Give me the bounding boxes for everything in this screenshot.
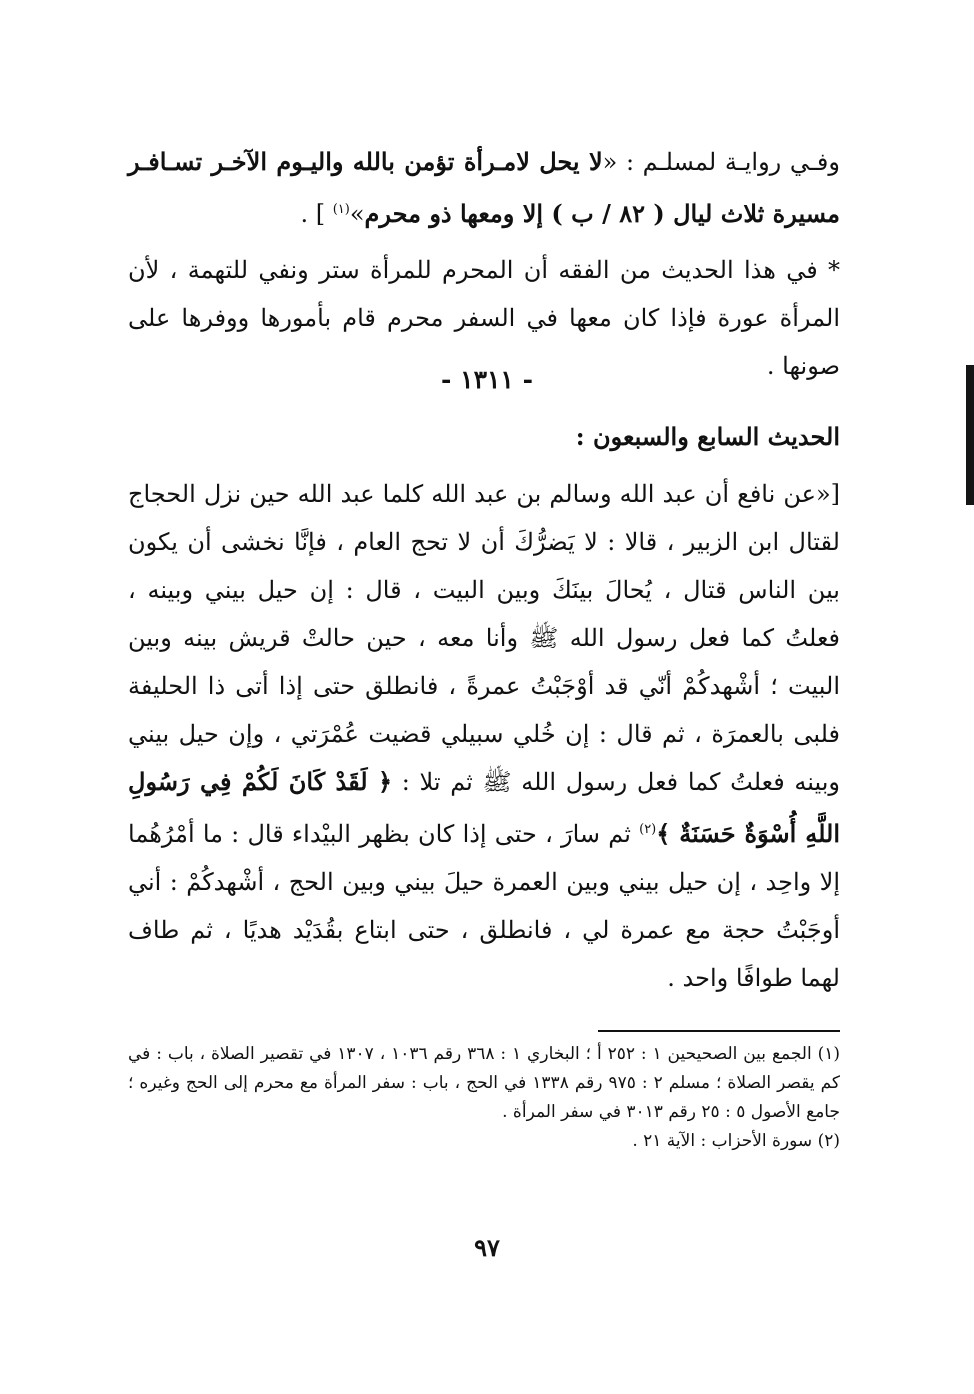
hadith-text-part-1: [«عن نافع أن عبد الله وسالم بن عبد الله كلما عبد الله حين نزل الحجاج لقتال ابن الزبير ، قالا : لا يَضرُّكَ أن لا تحج العام ، فإنَّا نخشى أن يكون بين الناس قتال ، يُحالَ بينَكَ وبين البيت ، قال : إن حيل بيني وبينه ، فعلتُ كما فعل رسول الله ﷺ وأنا معه ، حين حالتْ قريش بينه وبين البيت ؛ أشْهدكُمْ أنّي قد أوْجَبْتُ عمرةً ، فانطلق حتى إذا أتى ذا الحليفة فلبى بالعمرَة ، ثم قال : إن خُلي سبيلي قضيت عُمْرَتي ، وإن حيل بيني وبينه فعلتُ كما فعل رسول الله ﷺ ثم تلا :: [128, 480, 840, 796]
page-number: ٩٧: [474, 1233, 500, 1262]
fiqh-note-text: * في هذا الحديث من الفقه أن المحرم للمرأة ستر ونفي للتهمة ، لأن المرأة عورة فإذا كان معها في السفر محرم قام بأمورها ووفرها على صونها .: [128, 256, 841, 380]
muslim-hadith-text: لا يحل لامـرأة تؤمن بالله واليـوم الآخـر تسـافـر مسيرة ثلاث ليال ( ٨٢ / ب ) إلا ومعها ذو محرم: [128, 147, 840, 228]
footnote-ref-2[interactable]: (٢): [639, 822, 657, 837]
footnotes-section: [128, 1040, 840, 1156]
footnote-ref-1[interactable]: (١): [332, 202, 350, 217]
muslim-intro: وفـي روايـة لمسلـم : «: [602, 148, 840, 176]
footnote-2: (٢) سورة الأحزاب : الآية ٢١ .: [632, 1131, 840, 1151]
hadith-text-part-2: ثم سارَ ، حتى إذا كان بظهر البيْداء قال : ما أمْرُهُما إلا واحِد ، إن حيل بيني وبين العمرة حيلَ بيني وبين الحج ، أشْهدكُمْ : أني أوجَبْتُ حجة مع عمرة لي ، فانطلق ، حتى ابتاع بقُدَيْد هديًا ، ثم طاف لهما طوافًا واحد .: [128, 820, 840, 992]
footnote-1: (١) الجمع بين الصحيحين ١ : ٢٥٢ أ ؛ البخاري ١ : ٣٦٨ رقم ١٠٣٦ ، ١٣٠٧ في تقصير الصلاة ، باب : في كم يقصر الصلاة ؛ مسلم ٢ : ٩٧٥ رقم ١٣٣٨ في الحج ، باب : سفر المرأة مع محرم إلى الحج وغيره ؛ جامع الأصول ٥ : ٢٥ رقم ٣٠١٣ في سفر المرأة .: [128, 1044, 841, 1122]
quran-verse: ﴿ لَقَدْ كَانَ لَكُمْ فِي رَسُولِ اللَّهِ أُسْوَةٌ حَسَنَةٌ ﴾: [128, 767, 841, 848]
footnote-divider: [598, 1030, 840, 1032]
hadith-number: - ١٣١١ -: [441, 365, 533, 394]
hadith-body: [128, 470, 840, 1002]
hadith-body-text: [128, 470, 840, 1002]
muslim-narration-paragraph: [128, 138, 840, 238]
hadith-title: الحديث السابع والسبعون :: [575, 422, 840, 451]
muslim-narration-text: [128, 138, 840, 238]
muslim-end: ] .: [300, 200, 333, 228]
muslim-close-quote: »: [349, 200, 365, 228]
